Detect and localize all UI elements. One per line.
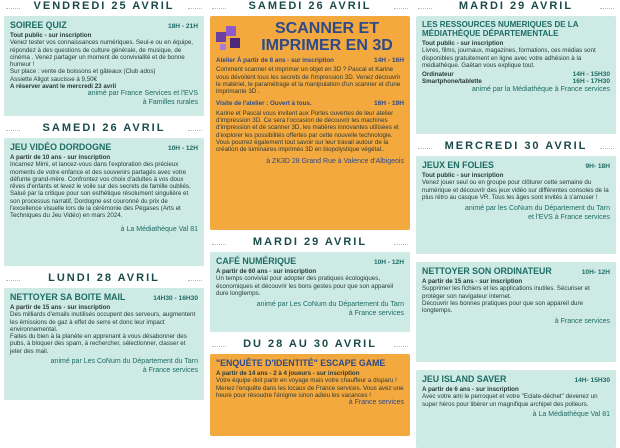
event-title: "ENQUÊTE D'IDENTITÉ" ESCAPE GAME	[216, 358, 386, 368]
session-description: Comment scanner et imprimer un objet en 3D ? Pascal et Karine vous dévoilent tous les secrets de l'impression 3D. Venez découvrir le matériel, le paramétrage et la manipulation d'un scanner et d'une imprimante 3D .	[216, 66, 401, 96]
event-time: 10H - 12H	[167, 145, 198, 152]
event-time: 10H - 12H	[373, 259, 404, 266]
event-audience: Tout public - sur inscription	[422, 172, 504, 179]
event-audience: A partir de 15 ans - sur inscription	[10, 304, 111, 311]
event-title: JEUX EN FOLIES	[422, 160, 494, 170]
event-description: Faites du bien à la planète en apprenant à vous désabonner des pubs, à bloquer des spam, à rechercher, sélectionner, classer et jeter des mail.	[10, 333, 187, 355]
event-title: NETTOYER SA BOITE MAIL	[10, 292, 126, 302]
cubes-icon	[216, 22, 246, 52]
event-audience: Tout public - sur inscription	[422, 40, 504, 47]
event-jeu-video-dordogne	[4, 138, 204, 266]
event-location: à La Médiathèque Val 81	[120, 225, 198, 233]
event-note: A réserver avant le mercredi 23 avril	[10, 83, 117, 91]
event-nettoyer-ordinateur	[416, 262, 616, 362]
event-soiree-quiz	[4, 16, 204, 116]
session-label: Smartphone/tablette	[422, 78, 482, 86]
day-header: SAMEDI 26 AVRIL	[210, 0, 410, 16]
event-description: Un temps convivial pour adopter des pratiques écologiques, économiques et découvrir les bons gestes pour que son appareil dure longtemps.	[216, 275, 394, 297]
event-title: CAFÉ NUMÉRIQUE	[216, 256, 297, 266]
event-location: à France services	[554, 318, 610, 326]
event-scanner-imprimer-3d	[210, 16, 410, 230]
event-time: 10H- 12H	[581, 269, 610, 276]
day-header: MARDI 29 AVRIL	[416, 0, 616, 16]
event-organizer: animé par France Services et l'EVS	[87, 90, 198, 98]
event-time: 18H - 21H	[167, 23, 198, 30]
event-location: à ZK3D 28 Grand Rue à Valence d'Albigeois	[266, 157, 404, 165]
event-description: Incarnez Mimi, et lancez-vous dans l'exploration des précieux moments de votre enfance et des souvenirs partagés avec votre défunte grand-mère. Confrontez vos choix d'adultes à vos doux rêves d'enfants et levez le voile sur des secrets de famille oubliés.	[10, 161, 191, 191]
event-description: Venez tester vos connaissances numériques. Seul-e ou en équipe, répondez à des questions de culture générale, de musique, de cinéma . Venez partager un moment de convivialité et de bonne humeur !	[10, 39, 193, 69]
event-audience: A partir de 14 ans - 2 à 4 joueurs - sur inscription	[216, 370, 360, 377]
event-description: Venez jouer seul ou en groupe pour clôturer cette semaine du numérique et découvrir des jeux vidéo sur différentes consoles de la plus rétro au casque VR. Tous les âges sont invités à s'amuser !	[422, 179, 609, 201]
session-description: Karine et Pascal vous invitent aux Portes ouvertes de leur atelier d'impression 3D. Ce sera l'occasion de découvrir les machines d'impression et de scanner 3D, les matières innovantes utilisées et d'explorer les possibilités offertes par cette nouvelle technologie. Vous pourrez également tout savoir sur leur travail autour de la création de luminaires imprimés 3D en biopolystique végétal..	[216, 109, 399, 154]
day-header: MERCREDI 30 AVRIL	[416, 140, 616, 156]
event-note: Sur place : vente de boissons et gâteaux (Club ados)	[10, 68, 156, 76]
event-cafe-numerique	[210, 252, 410, 332]
event-description: Livres, films, journaux, magazines, formations, ces médias sont disponibles gratuitement en ligne avec votre adhésion à la médiathèque. Gaëtan vous explique tout.	[422, 47, 596, 69]
event-title: SCANNER ET	[274, 20, 379, 37]
event-description: Des milliards d'emails inutilisés occupent des serveurs, augmentent les émissions de gaz à effet de serre et donc leur impact environnemental.	[10, 311, 196, 333]
event-nettoyer-boite-mail	[4, 288, 204, 400]
day-header: MARDI 29 AVRIL	[210, 236, 410, 252]
event-location: à France services	[348, 399, 404, 407]
day-header: LUNDI 28 AVRIL	[4, 272, 204, 288]
event-audience: A partir de 10 ans - sur inscription	[10, 154, 111, 161]
day-header: VENDREDI 25 AVRIL	[4, 0, 204, 16]
session-time: 16H - 17H30	[572, 78, 610, 86]
event-organizer: animé par la Médiathèque à France services	[471, 85, 610, 93]
event-organizer: animé par les CoNum du Département du Tarn	[464, 205, 610, 213]
event-organizer: animé par Les CoNum du Département du Tarn	[256, 301, 404, 309]
event-audience: A partir de 15 ans - sur inscription	[422, 278, 523, 285]
event-description: Votre équipe doit partir en voyage mais votre chauffeur a disparu ! Menez l'enquête dans les locaux de France services. Vous avez une heure pour résoudre l'énigme sinon adieu les vacances !	[216, 377, 404, 399]
event-ressources-numeriques	[416, 16, 616, 134]
session-title: Atelier À partir de 8 ans - sur inscription	[216, 57, 334, 64]
column-right	[416, 0, 616, 448]
event-island-saver	[416, 370, 616, 448]
event-description: Avec votre ami le perroquet et votre "Eclate-déchet" devenez un super héros pour libérer un magnifique archipel des polleurs.	[422, 393, 598, 408]
event-organizer: animé par Les CoNum du Département du Tarn	[50, 358, 198, 366]
event-escape-game	[210, 354, 410, 436]
event-title: SOIREE QUIZ	[10, 20, 67, 30]
session-time: 14H - 16H	[373, 57, 404, 64]
event-title: LES RESSOURCES NUMERIQUES DE LA MÉDIATHÈQUE DÉPARTEMENTALE	[422, 20, 579, 38]
column-left	[4, 0, 204, 400]
day-header: SAMEDI 26 AVRIL	[4, 122, 204, 138]
event-location: à France services	[348, 309, 404, 317]
event-audience: A partir de 6 ans - sur inscription	[422, 386, 519, 393]
session-time: 14H - 15H30	[572, 71, 610, 79]
event-description: Salué par la critique pour son esthétique résolument singulière et son processus narratif, Dordogne est couronné du prix de l'excellence visuelle lors de la cérémonie des Pégases (Arts et Techniques du Jeu Vidéo) en mars 2024.	[10, 190, 189, 220]
event-location: à France services	[142, 366, 198, 374]
event-title: JEU VIDÉO DORDOGNE	[10, 142, 112, 152]
column-middle	[210, 0, 410, 436]
session-label: Ordinateur	[422, 71, 454, 79]
event-description: Supprimer les fichiers et les applications inutiles. Sécuriser et protéger son navigateur internet.	[422, 285, 590, 300]
session-title: Visite de l'atelier : Ouvert à tous.	[216, 100, 312, 108]
event-audience: Tout public - sur inscription	[10, 32, 92, 39]
event-note: Assiette Aligot saucisse à 9,50€	[10, 75, 98, 83]
event-description: Découvrir les bonnes pratiques pour que son appareil dure longtemps.	[422, 299, 583, 315]
event-time: 9H- 18H	[585, 163, 610, 170]
session-time: 16H - 19H	[373, 100, 404, 108]
event-jeux-en-folies	[416, 156, 616, 254]
event-title: JEU ISLAND SAVER	[422, 374, 507, 384]
event-location: et l'EVS à France services	[528, 213, 610, 221]
event-title: IMPRIMER EN 3D	[261, 37, 393, 54]
event-location: à Familles rurales	[142, 98, 198, 106]
event-time: 14H30 - 16H30	[153, 295, 198, 302]
day-header: DU 28 AU 30 AVRIL	[210, 338, 410, 354]
event-time: 14H- 15H30	[574, 377, 610, 384]
event-audience: A partir de 60 ans - sur inscription	[216, 268, 317, 275]
event-location: à La Médiathèque Val 81	[532, 410, 610, 418]
event-title: NETTOYER SON ORDINATEUR	[422, 266, 552, 276]
